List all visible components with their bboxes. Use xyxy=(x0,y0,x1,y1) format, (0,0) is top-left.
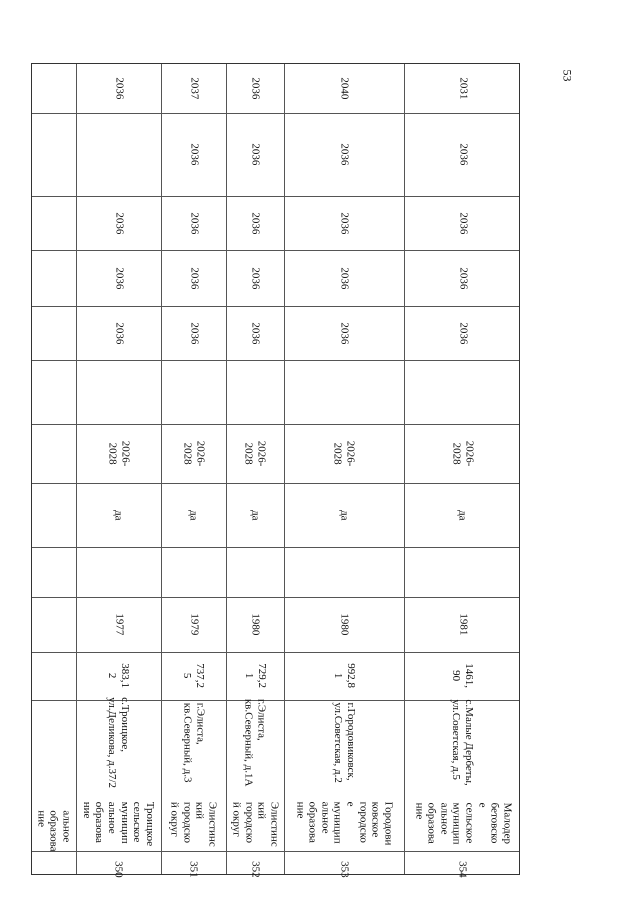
cell-period-text: 2026- 2028 xyxy=(181,440,207,467)
cell-address xyxy=(226,700,284,786)
cell-address xyxy=(161,700,226,786)
cell-year-2-text: 2036 xyxy=(249,266,262,289)
cell-year-3-text: 2036 xyxy=(187,211,200,234)
cell-year-1 xyxy=(161,306,226,360)
cell-address xyxy=(404,700,521,786)
cell-year-4-text: 2036 xyxy=(249,143,262,166)
cell-row-number xyxy=(161,862,226,876)
cell-year-4 xyxy=(284,113,404,196)
cell-flag xyxy=(404,483,521,547)
cell-municipality xyxy=(161,786,226,862)
cell-period xyxy=(76,424,161,483)
cell-row-number-text: 351 xyxy=(187,860,200,878)
cell-municipality-text: Малодер бетовско е сельское муницип альное образова ние xyxy=(412,803,514,845)
cell-municipality xyxy=(76,786,161,862)
cell-year-3 xyxy=(404,196,521,250)
cell-address-text: г.Элиста, кв.Северный, д.3 xyxy=(181,703,207,783)
cell-row-number-text: 352 xyxy=(249,860,262,878)
cell-build-year-text: 1980 xyxy=(249,613,262,636)
cell-year-3-text: 2036 xyxy=(338,211,351,234)
cell-year-4 xyxy=(404,113,521,196)
cell-period-text: 2026- 2028 xyxy=(331,440,357,467)
cell-period-text: 2026- 2028 xyxy=(242,440,268,467)
cell-row-number xyxy=(284,862,404,876)
cell-year-5-text: 2037 xyxy=(187,77,200,100)
cell-address-text: с.Троицкое, ул.Деликова, д.37/2 xyxy=(106,697,132,789)
cell-year-5 xyxy=(226,64,284,113)
table-gridline xyxy=(32,547,519,548)
page-number: 53 xyxy=(560,69,575,82)
cell-address xyxy=(284,700,404,786)
cell-year-1-text: 2036 xyxy=(187,321,200,344)
cell-municipality-text: Троицкое сельское муницип альное образова ние xyxy=(81,801,157,847)
cell-year-3 xyxy=(226,196,284,250)
cell-address-text: с.Малые Дербеты, ул.Советская, д.5 xyxy=(450,699,476,787)
cell-year-4-text: 2036 xyxy=(456,143,469,166)
cell-year-5 xyxy=(404,64,521,113)
cell-build-year xyxy=(76,597,161,652)
cell-period-text: 2026- 2028 xyxy=(450,440,476,467)
cell-year-2-text: 2036 xyxy=(456,266,469,289)
cell-year-4-text: 2036 xyxy=(338,143,351,166)
cell-year-2-text: 2036 xyxy=(187,266,200,289)
cell-municipality xyxy=(404,786,521,862)
cell-row-number xyxy=(226,862,284,876)
cell-build-year xyxy=(404,597,521,652)
cell-flag xyxy=(284,483,404,547)
cell-year-5-text: 2040 xyxy=(338,77,351,100)
table-gridline xyxy=(32,360,519,361)
cell-area xyxy=(226,652,284,700)
cell-year-2 xyxy=(284,250,404,306)
cell-year-1-text: 2036 xyxy=(338,321,351,344)
cell-flag-text: да xyxy=(338,509,351,521)
cell-build-year-text: 1980 xyxy=(338,613,351,636)
cell-year-4 xyxy=(161,113,226,196)
cell-year-2 xyxy=(404,250,521,306)
cell-year-3-text: 2036 xyxy=(112,211,125,234)
cell-year-3-text: 2036 xyxy=(456,211,469,234)
cell-year-3 xyxy=(284,196,404,250)
cell-year-2-text: 2036 xyxy=(112,266,125,289)
cell-year-3 xyxy=(161,196,226,250)
cell-year-4-text: 2036 xyxy=(187,143,200,166)
cell-municipality-text: Городови ковское городско е муницип альное образова ние xyxy=(294,802,395,846)
cell-area-text: 737,2 5 xyxy=(181,663,207,689)
cell-row-number-text: 354 xyxy=(456,860,469,878)
cell-flag-text: да xyxy=(112,509,125,521)
cell-period xyxy=(226,424,284,483)
cell-area xyxy=(404,652,521,700)
cell-flag-text: да xyxy=(249,509,262,521)
cell-year-5 xyxy=(76,64,161,113)
cell-row-number-text: 353 xyxy=(338,860,351,878)
cell-year-2-text: 2036 xyxy=(338,266,351,289)
cell-area-text: 383,1 2 xyxy=(106,663,132,689)
cell-municipality xyxy=(284,786,404,862)
cell-year-5-text: 2036 xyxy=(249,77,262,100)
cell-flag xyxy=(76,483,161,547)
cell-flag-text: да xyxy=(187,509,200,521)
data-table xyxy=(31,63,520,878)
cell-flag xyxy=(161,483,226,547)
cell-period xyxy=(284,424,404,483)
cell-address-text: г.Городовиковск, ул.Советская, д.2 xyxy=(332,702,357,784)
cell-year-5 xyxy=(284,64,404,113)
cell-area-text: 729,2 1 xyxy=(243,663,268,689)
cell-row-number xyxy=(76,862,161,876)
cell-build-year-text: 1977 xyxy=(112,613,125,636)
cell-build-year-text: 1981 xyxy=(456,613,469,636)
cell-flag-text: да xyxy=(456,509,469,521)
cell-build-year xyxy=(226,597,284,652)
cell-build-year-text: 1979 xyxy=(187,613,200,636)
cell-year-2 xyxy=(226,250,284,306)
cell-municipality-text: Элистинс кий городско й округ xyxy=(230,801,281,847)
header-fragment xyxy=(32,786,76,876)
cell-year-1 xyxy=(404,306,521,360)
cell-period xyxy=(161,424,226,483)
cell-year-1-text: 2036 xyxy=(456,321,469,344)
cell-row-number xyxy=(404,862,521,876)
cell-year-2 xyxy=(76,250,161,306)
cell-area xyxy=(76,652,161,700)
cell-year-1 xyxy=(76,306,161,360)
cell-row-number-text: 350 xyxy=(112,860,125,878)
cell-year-4 xyxy=(76,113,161,196)
cell-area xyxy=(284,652,404,700)
cell-year-5 xyxy=(161,64,226,113)
cell-build-year xyxy=(284,597,404,652)
cell-year-1-text: 2036 xyxy=(249,321,262,344)
cell-area-text: 992,8 1 xyxy=(332,663,357,689)
cell-build-year xyxy=(161,597,226,652)
cell-year-5-text: 2031 xyxy=(456,77,469,100)
cell-period xyxy=(404,424,521,483)
cell-area-text: 1461, 90 xyxy=(450,663,476,689)
header-fragment-text: альное образова ние xyxy=(35,810,73,852)
cell-year-3 xyxy=(76,196,161,250)
cell-municipality xyxy=(226,786,284,862)
cell-year-5-text: 2036 xyxy=(112,77,125,100)
cell-year-3-text: 2036 xyxy=(249,211,262,234)
cell-address-text: г.Элиста, кв.Северный, д.1А xyxy=(243,699,268,787)
cell-year-1 xyxy=(284,306,404,360)
cell-period-text: 2026- 2028 xyxy=(106,440,132,467)
cell-address xyxy=(76,697,161,789)
cell-year-1-text: 2036 xyxy=(112,321,125,344)
cell-area xyxy=(161,652,226,700)
cell-municipality-text: Элистинс кий городско й округ xyxy=(168,801,219,847)
cell-year-1 xyxy=(226,306,284,360)
cell-year-4 xyxy=(226,113,284,196)
cell-flag xyxy=(226,483,284,547)
cell-year-2 xyxy=(161,250,226,306)
